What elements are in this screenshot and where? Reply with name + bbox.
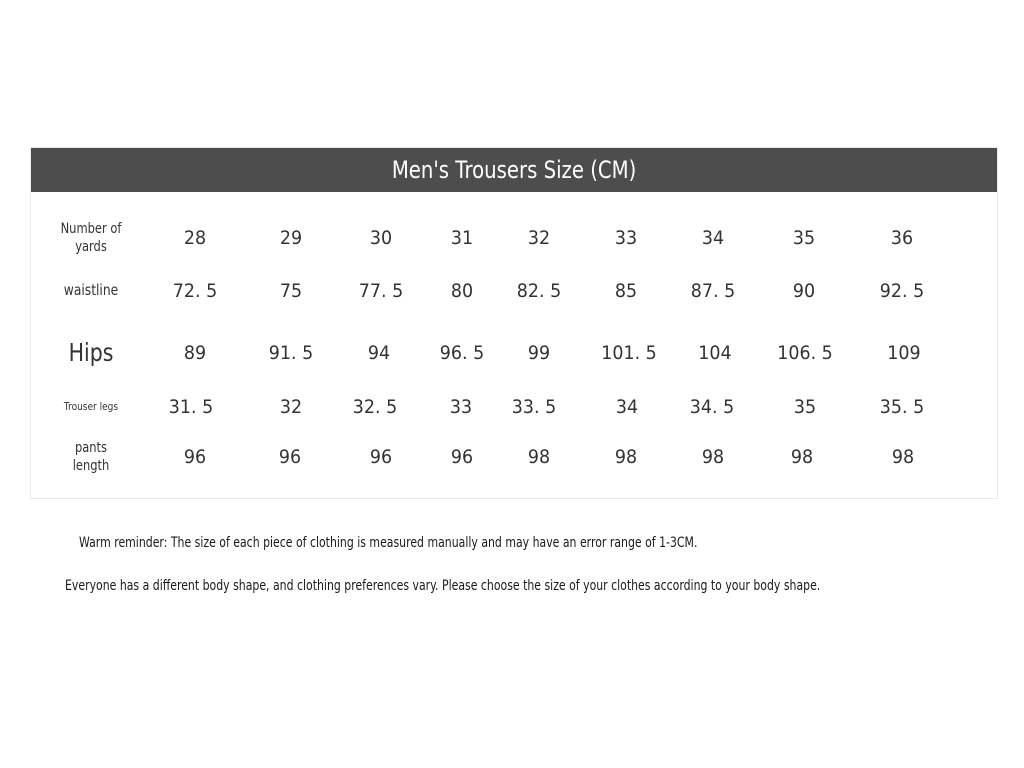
size-chart <box>30 147 998 499</box>
table-cell: 96 <box>450 446 474 468</box>
table-cell: 34 <box>615 396 639 418</box>
table-cell: 109 <box>887 342 921 364</box>
table-cell: 98 <box>790 446 814 468</box>
table-row <box>31 218 997 258</box>
table-cell: 106. 5 <box>777 342 833 364</box>
table-cell: 34. 5 <box>689 396 735 418</box>
table-cell: 96 <box>183 446 207 468</box>
table-cell: 96 <box>369 446 393 468</box>
table-cell: 77. 5 <box>358 280 404 302</box>
table-cell: 33 <box>449 396 473 418</box>
body-shape-note: Everyone has a different body shape, and clothing preferences vary. Please choose the size of your clothes according to your body shape. <box>65 578 821 594</box>
row-label-yards: Number of yards <box>60 220 122 255</box>
table-cell: 31 <box>450 227 474 249</box>
table-cell: 34 <box>701 227 725 249</box>
table-cell: 89 <box>183 342 207 364</box>
table-cell: 32 <box>279 396 303 418</box>
table-cell: 96 <box>278 446 302 468</box>
table-row <box>31 271 997 311</box>
table-row <box>31 437 997 477</box>
chart-title: Men's Trousers Size (CM) <box>391 156 637 184</box>
chart-header <box>31 148 997 192</box>
table-cell: 32. 5 <box>352 396 398 418</box>
table-row <box>31 387 997 427</box>
table-cell: 98 <box>614 446 638 468</box>
warm-reminder-note: Warm reminder: The size of each piece of clothing is measured manually and may have an error range of 1-3CM. <box>79 535 698 551</box>
table-row <box>31 333 997 373</box>
table-cell: 80 <box>450 280 474 302</box>
table-cell: 87. 5 <box>690 280 736 302</box>
table-cell: 91. 5 <box>268 342 314 364</box>
table-cell: 30 <box>369 227 393 249</box>
table-cell: 94 <box>367 342 391 364</box>
table-cell: 28 <box>183 227 207 249</box>
table-cell: 29 <box>279 227 303 249</box>
table-cell: 36 <box>890 227 914 249</box>
table-cell: 33 <box>614 227 638 249</box>
table-cell: 35. 5 <box>879 396 925 418</box>
row-label-hips: Hips <box>68 337 114 367</box>
row-label-waistline: waistline <box>63 281 119 300</box>
table-cell: 85 <box>614 280 638 302</box>
table-cell: 98 <box>891 446 915 468</box>
table-cell: 35 <box>793 396 817 418</box>
table-cell: 98 <box>527 446 551 468</box>
table-cell: 32 <box>527 227 551 249</box>
row-label-pants-length: pants length <box>72 439 110 474</box>
table-cell: 92. 5 <box>879 280 925 302</box>
table-cell: 72. 5 <box>172 280 218 302</box>
table-cell: 99 <box>527 342 551 364</box>
row-label-trouser-legs: Trouser legs <box>63 399 119 413</box>
table-cell: 98 <box>701 446 725 468</box>
table-cell: 75 <box>279 280 303 302</box>
table-cell: 82. 5 <box>516 280 562 302</box>
table-cell: 96. 5 <box>439 342 485 364</box>
table-cell: 31. 5 <box>168 396 214 418</box>
table-cell: 33. 5 <box>511 396 557 418</box>
table-cell: 90 <box>792 280 816 302</box>
table-cell: 104 <box>698 342 732 364</box>
table-cell: 35 <box>792 227 816 249</box>
table-cell: 101. 5 <box>601 342 657 364</box>
